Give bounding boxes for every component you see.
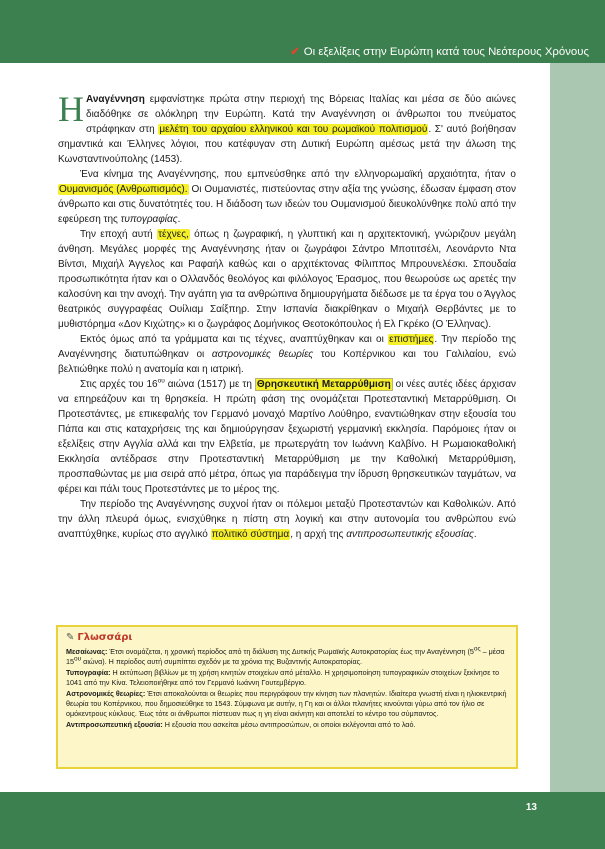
glossary-definition: Η εκτύπωση βιβλίων με τη χρήση κινητών στοιχείων από μέταλλο. Η χρησιμοποίηση τυπογραφικών στοιχείων ξεκίνησε το 1041 από την Κίνα. Τελειοποιήθηκε από τον Γερμανό Ιωάννη Γουτεμβέργιο. xyxy=(66,667,500,688)
highlight-text: Ουμανισμός (Ανθρωπισμός). xyxy=(59,184,188,195)
glossary-definition: – μέσα 15 xyxy=(66,647,505,667)
glossary-definition: Έτσι αποκαλούνται οι θεωρίες που περιγράφουν την κίνηση των πλανητών. Ιδιαίτερα γνωστή είναι η ηλιοκεντρική θεωρία του Κοπέρνικου, που δημοσιεύθηκε το 1543. Σύμφωνα με αυτήν, η Γη και οι άλλοι πλανήτες κινούνται γύρω από τον ήλιο σε ομόκεντρους κύκλους. Έως τότε οι άνθρωποι πίστευαν πως η γη είναι ακίνητη και αποτελεί το κέντρο του σύμπαντος. xyxy=(66,688,507,719)
glossary-term: Μεσαίωνας: xyxy=(66,647,108,656)
term-renaissance: Αναγέννηση xyxy=(86,94,145,105)
superscript: ου xyxy=(74,656,82,664)
glossary-entry xyxy=(66,720,508,730)
side-margin-bar xyxy=(550,63,605,798)
glossary-box xyxy=(56,625,518,769)
text-run: Στις αρχές του 16 xyxy=(80,379,158,390)
italic-term: αστρονομικές θεωρίες xyxy=(211,349,314,360)
footer-bar xyxy=(0,792,605,849)
paragraph-2 xyxy=(58,167,516,227)
highlight-text: επιστήμες xyxy=(389,334,434,345)
glossary-definition: αιώνα). Η περίοδος αυτή συμπίπτει σχεδόν με τα χρόνια της Βυζαντινής Αυτοκρατορίας. xyxy=(81,657,363,667)
text-run: του Κοπέρνικου και του Γαλιλαίου, ενώ βελτιώθηκε πολύ η ανατομία και η ιατρική. xyxy=(58,349,517,375)
superscript: ου xyxy=(157,377,165,385)
text-run: αιώνα (1517) με τη xyxy=(164,379,255,390)
highlight-text: πολιτικό σύστημα xyxy=(211,529,290,540)
text-run: , η αρχή της xyxy=(290,529,347,540)
text-run: όπως η ζωγραφική, η γλυπτική και η αρχιτεκτονική, γνώριζουν μεγάλη άνθηση. Μεγάλες μορφές της Αναγέννησης ήταν οι ζωγράφοι Σάντρο Μποτιτσέλι, Λεονάρντο Ντα Βίντσι, Μιχαήλ Άγγελος και Ραφαήλ καθώς και ο αρχιτέκτονας Φίλιππος Μπρουνελέσκι. Σπουδαία προσωπικότητα ήταν και ο Ολλανδός θεολόγος και φιλόλογος Έρασμος, που θεωρούσε ως αρετές την καλοσύνη και την ανοχή. Την αγάπη για τα ανθρώπινα δημιουργήματα διέδωσε με τα έργα του ο Άγγλος θεατρικός συγγραφέας Ουίλιαμ Σαίξπηρ. Στην Ισπανία διακρίθηκαν ο Μιχαήλ Θερβάντες με το μυθιστόρημα «Δον Κιχώτης» κι ο ζωγράφος Δομήνικος Θεοτοκόπουλος ή Ελ Γκρέκο (Ο Έλληνας). xyxy=(58,229,516,330)
glossary-term: Αντιπροσωπευτική εξουσία: xyxy=(66,719,163,729)
paragraph-4 xyxy=(58,332,516,377)
text-run: Την περίοδο της Αναγέννησης συχνοί ήταν οι πόλεμοι μεταξύ Προτεσταντών και Καθολικών. Από την άλλη πλευρά όμως, ενισχύθηκε η πίστη στη λογική και στην αυτονομία του ανθρώπου ενώ αναπτύχθηκε, κυρίως στο αγγλικό xyxy=(58,499,516,540)
paragraph-3 xyxy=(58,227,516,332)
text-run: . xyxy=(177,214,181,225)
paragraph-1 xyxy=(58,89,517,167)
header-title-text: Οι εξελίξεις στην Ευρώπη κατά τους Νεότερους Χρόνους xyxy=(303,46,589,58)
text-run: Οι Ουμανιστές, πιστεύοντας στην αξία της γνώσης, έδωσαν έμφαση στον άνθρωπο και στις δυνατότητές του. Η διάδοση των ιδεών του Ουμανισμού διευκολύνθηκε πολύ από την εφεύρεση της xyxy=(58,184,516,225)
glossary-title: Γλωσσάρι xyxy=(77,632,133,643)
text-run: οι νέες αυτές ιδέες άρχισαν να επηρεάζουν και τη θρησκεία. Η πρώτη φάση της ονομάζεται Προτεσταντική Μεταρρύθμιση. Οι Προτεστάντες, με επικεφαλής τον Γερμανό μοναχό Μαρτίνο Λούθηρο, εναντιώθηκαν στην εξουσία του Πάπα και στις καταχρήσεις της και δημιούργησαν ξεχωριστή γερμανική εκκλησία. Παρόμοιες ήταν οι εξελίξεις στην Αγγλία αλλά και την Ελβετία, με πρωτεργάτη τον Ιωάννη Καλβίνο. Η Ρωμαιοκαθολική Εκκλησία αντέδρασε στην Προτεσταντική Μεταρρύθμιση με την Καθολική Μεταρρύθμιση, προσπαθώντας με μια σειρά από μέτρα, όπως για παράδειγμα την ίδρυση θρησκευτικών ταγμάτων, να φέρει και πάλι τους Προτεστάντες με το μέρος της. xyxy=(58,379,516,495)
highlight-text: μελέτη του αρχαίου ελληνικού και του ρωμαϊκού πολιτισμού xyxy=(159,124,428,135)
glossary-definition: Έτσι ονομάζεται, η χρονική περίοδος από τη διάλυση της Δυτικής Ρωμαϊκής Αυτοκρατορίας έως την Αναγέννηση (5 xyxy=(107,647,474,656)
highlight-text: τέχνες, xyxy=(158,229,189,240)
highlight-term: Θρησκευτική Μεταρρύθμιση xyxy=(256,379,391,390)
text-run: . xyxy=(473,529,477,540)
check-mark-icon: ✔ xyxy=(290,46,300,58)
glossary-definition: Η εξουσία που ασκείται μέσω αντιπροσώπων, οι οποίοι εκλέγονται από το λαό. xyxy=(162,719,416,729)
italic-term: τυπογραφίας xyxy=(120,214,178,225)
glossary-heading xyxy=(66,632,508,644)
glossary-entry xyxy=(66,689,508,720)
text-run: . Την περίοδο της Αναγέννησης διατυπώθηκαν οι xyxy=(58,334,516,360)
superscript: ος xyxy=(473,645,481,653)
glossary-term: Αστρονομικές θεωρίες: xyxy=(66,688,146,698)
paragraph-6 xyxy=(58,497,516,542)
page-number: 13 xyxy=(525,802,537,813)
glossary-entry xyxy=(66,647,508,668)
running-header xyxy=(290,44,589,58)
text-run: Ένα κίνημα της Αναγέννησης, που εμπνεύσθηκε από την ελληνορωμαϊκή αρχαιότητα, ήταν ο xyxy=(80,169,516,180)
text-run: εμφανίστηκε πρώτα στην περιοχή της Βόρειας Ιταλίας και μέσα σε δύο αιώνες διαδόθηκε σε ολόκληρη την Ευρώπη. Κατά την Αναγέννηση οι άνθρωποι του πνεύματος στράφηκαν στη xyxy=(86,94,516,135)
text-run: . Σ' αυτό βοήθησαν σημαντικά και Έλληνες λόγιοι, που κατέφυγαν στη Δυτική Ευρώπη αμέσως μετά την άλωση της Κωνσταντινούπολης (1453). xyxy=(58,124,517,165)
italic-term: αντιπροσωπευτικής εξουσίας xyxy=(346,529,474,540)
text-run: Την εποχή αυτή xyxy=(80,229,158,240)
glossary-entry xyxy=(66,668,508,689)
drop-cap: Η xyxy=(58,89,84,129)
paragraph-5 xyxy=(58,377,516,497)
pencil-icon: ✎ xyxy=(66,632,75,643)
text-run: Εκτός όμως από τα γράμματα και τις τέχνες, αναπτύχθηκαν και οι xyxy=(80,334,389,345)
main-text xyxy=(58,89,517,542)
glossary-term: Τυπογραφία: xyxy=(66,667,111,677)
